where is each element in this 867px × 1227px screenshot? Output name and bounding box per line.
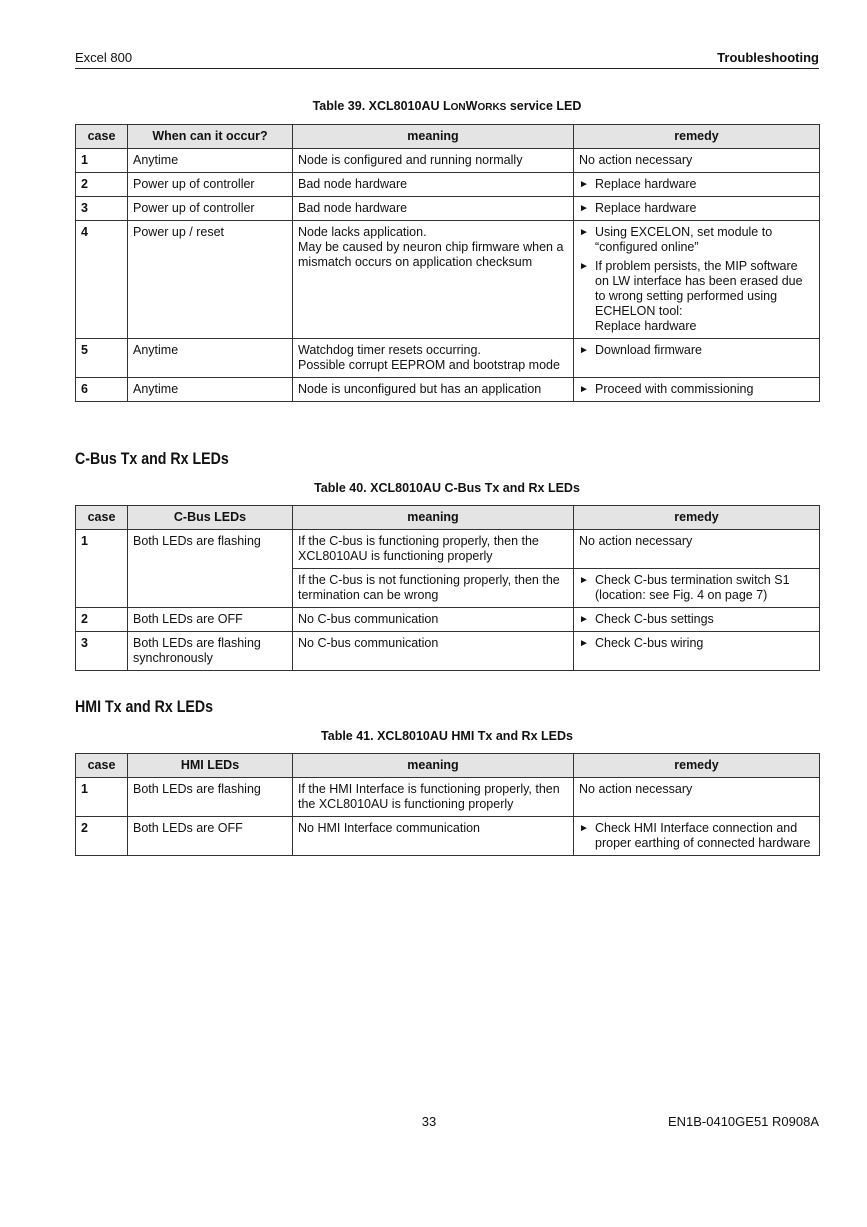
meaning-text: Node lacks application. [298, 225, 427, 239]
case-number: 1 [76, 778, 128, 817]
table-row [76, 608, 820, 632]
meaning-cell: No C-bus communication [293, 632, 574, 671]
remedy-item [579, 382, 814, 397]
led-state: Both LEDs are OFF [128, 817, 293, 856]
table-row [76, 778, 820, 817]
occurrence-cell: Power up of controller [128, 197, 293, 221]
meaning-cell: No HMI Interface communication [293, 817, 574, 856]
remedy-cell [574, 173, 820, 197]
section-heading-cbus: C-Bus Tx and Rx LEDs [75, 450, 229, 468]
remedy-text: If problem persists, the MIP software on LW interface has been erased due to wrong setting performed using ECHELON tool: Replace hardware [595, 259, 803, 333]
table-row [76, 221, 820, 339]
col-header: case [76, 506, 128, 530]
remedy-item [579, 225, 814, 255]
bullet-icon: ► [579, 575, 589, 586]
table-header-row [76, 506, 820, 530]
occurrence-cell: Power up of controller [128, 173, 293, 197]
meaning-text: Bad node hardware [298, 177, 408, 191]
page-number: 33 [421, 1114, 437, 1129]
remedy-text: Download firmware [595, 343, 702, 357]
led-state: Both LEDs are flashing [128, 778, 293, 817]
meaning-text: Bad node hardware [298, 201, 408, 215]
table-header-row [76, 754, 820, 778]
remedy-cell [574, 378, 820, 402]
remedy-cell [574, 632, 820, 671]
remedy-cell: No action necessary [574, 149, 820, 173]
remedy-item [579, 177, 814, 192]
remedy-text: Proceed with commissioning [595, 382, 754, 396]
bullet-icon: ► [579, 227, 589, 238]
caption-text: ORKS [477, 102, 507, 113]
caption-text: ON [450, 102, 466, 113]
case-number: 2 [76, 817, 128, 856]
remedy-text: Replace hardware [595, 201, 697, 215]
col-header: meaning [293, 506, 574, 530]
page-header [75, 50, 819, 69]
remedy-item [579, 573, 814, 603]
remedy-text: Check C-bus wiring [595, 636, 704, 650]
caption-text: L [442, 99, 451, 113]
table-39-body [76, 149, 820, 402]
table-40-caption: Table 40. XCL8010AU C-Bus Tx and Rx LEDs [314, 481, 580, 495]
remedy-cell [574, 569, 820, 608]
case-number: 3 [76, 632, 128, 671]
meaning-cell: If the C-bus is not functioning properly, then the termination can be wrong [293, 569, 574, 608]
led-state: Both LEDs are OFF [128, 608, 293, 632]
caption-text: Table 39. XCL8010AU [312, 99, 443, 113]
meaning-cell [293, 339, 574, 378]
col-header: meaning [293, 754, 574, 778]
case-number: 3 [76, 197, 128, 221]
table-row [76, 339, 820, 378]
col-header: When can it occur? [128, 125, 293, 149]
remedy-cell [574, 197, 820, 221]
meaning-cell: If the C-bus is functioning properly, then the XCL8010AU is functioning properly [293, 530, 574, 569]
bullet-icon: ► [579, 203, 589, 214]
bullet-icon: ► [579, 261, 589, 272]
remedy-text: Replace hardware [595, 177, 697, 191]
table-row [76, 197, 820, 221]
meaning-cell [293, 173, 574, 197]
table-row [76, 378, 820, 402]
case-number: 1 [76, 530, 128, 608]
led-state: Both LEDs are flashing synchronously [128, 632, 293, 671]
bullet-icon: ► [579, 179, 589, 190]
table-row [76, 632, 820, 671]
case-number: 2 [76, 173, 128, 197]
caption-text: service LED [506, 99, 582, 113]
table-40 [75, 505, 820, 671]
occurrence-cell: Anytime [128, 339, 293, 378]
meaning-cell [293, 221, 574, 339]
table-row [76, 173, 820, 197]
case-number: 2 [76, 608, 128, 632]
table-row [76, 149, 820, 173]
case-number: 6 [76, 378, 128, 402]
bullet-icon: ► [579, 345, 589, 356]
table-39-caption [75, 99, 819, 113]
section-heading-hmi: HMI Tx and Rx LEDs [75, 698, 213, 716]
table-41-caption: Table 41. XCL8010AU HMI Tx and Rx LEDs [321, 729, 573, 743]
table-row [76, 817, 820, 856]
bullet-icon: ► [579, 614, 589, 625]
meaning-text: Watchdog timer resets occurring. [298, 343, 481, 357]
col-header: C-Bus LEDs [128, 506, 293, 530]
remedy-cell [574, 817, 820, 856]
occurrence-cell: Anytime [128, 149, 293, 173]
remedy-text: Check HMI Interface connection and proper earthing of connected hardware [595, 821, 811, 850]
case-number: 4 [76, 221, 128, 339]
remedy-text: Check C-bus settings [595, 612, 714, 626]
remedy-item [579, 636, 814, 651]
remedy-text: Check C-bus termination switch S1 (location: see Fig. 4 on page 7) [595, 573, 790, 602]
occurrence-cell: Power up / reset [128, 221, 293, 339]
table-header-row [76, 125, 820, 149]
col-header: case [76, 754, 128, 778]
col-header: meaning [293, 125, 574, 149]
document-code: EN1B-0410GE51 R0908A [667, 1114, 819, 1129]
col-header: remedy [574, 125, 820, 149]
bullet-icon: ► [579, 384, 589, 395]
meaning-cell: If the HMI Interface is functioning properly, then the XCL8010AU is functioning properly [293, 778, 574, 817]
meaning-text: Node is unconfigured but has an application [298, 382, 542, 396]
meaning-cell [293, 197, 574, 221]
table-39 [75, 124, 820, 402]
remedy-cell [574, 339, 820, 378]
meaning-text: Possible corrupt EEPROM and bootstrap mode [298, 358, 560, 372]
case-number: 5 [76, 339, 128, 378]
header-product: Excel 800 [75, 50, 133, 65]
table-41 [75, 753, 820, 856]
remedy-item [579, 343, 814, 358]
meaning-cell [293, 378, 574, 402]
col-header: remedy [574, 754, 820, 778]
remedy-item [579, 259, 814, 334]
led-state: Both LEDs are flashing [128, 530, 293, 608]
meaning-text: Node is configured and running normally [298, 153, 523, 167]
remedy-item [579, 201, 814, 216]
caption-text: W [465, 99, 478, 113]
remedy-cell: No action necessary [574, 778, 820, 817]
table-row [76, 530, 820, 569]
col-header: HMI LEDs [128, 754, 293, 778]
remedy-text: Using EXCELON, set module to “configured online” [595, 225, 773, 254]
remedy-cell [574, 608, 820, 632]
bullet-icon: ► [579, 823, 589, 834]
remedy-item [579, 821, 814, 851]
meaning-cell [293, 149, 574, 173]
bullet-icon: ► [579, 638, 589, 649]
occurrence-cell: Anytime [128, 378, 293, 402]
col-header: case [76, 125, 128, 149]
remedy-cell: No action necessary [574, 530, 820, 569]
meaning-text: May be caused by neuron chip firmware when a mismatch occurs on application checksum [298, 240, 564, 269]
remedy-item [579, 612, 814, 627]
remedy-cell [574, 221, 820, 339]
case-number: 1 [76, 149, 128, 173]
meaning-cell: No C-bus communication [293, 608, 574, 632]
header-section: Troubleshooting [717, 50, 819, 65]
col-header: remedy [574, 506, 820, 530]
